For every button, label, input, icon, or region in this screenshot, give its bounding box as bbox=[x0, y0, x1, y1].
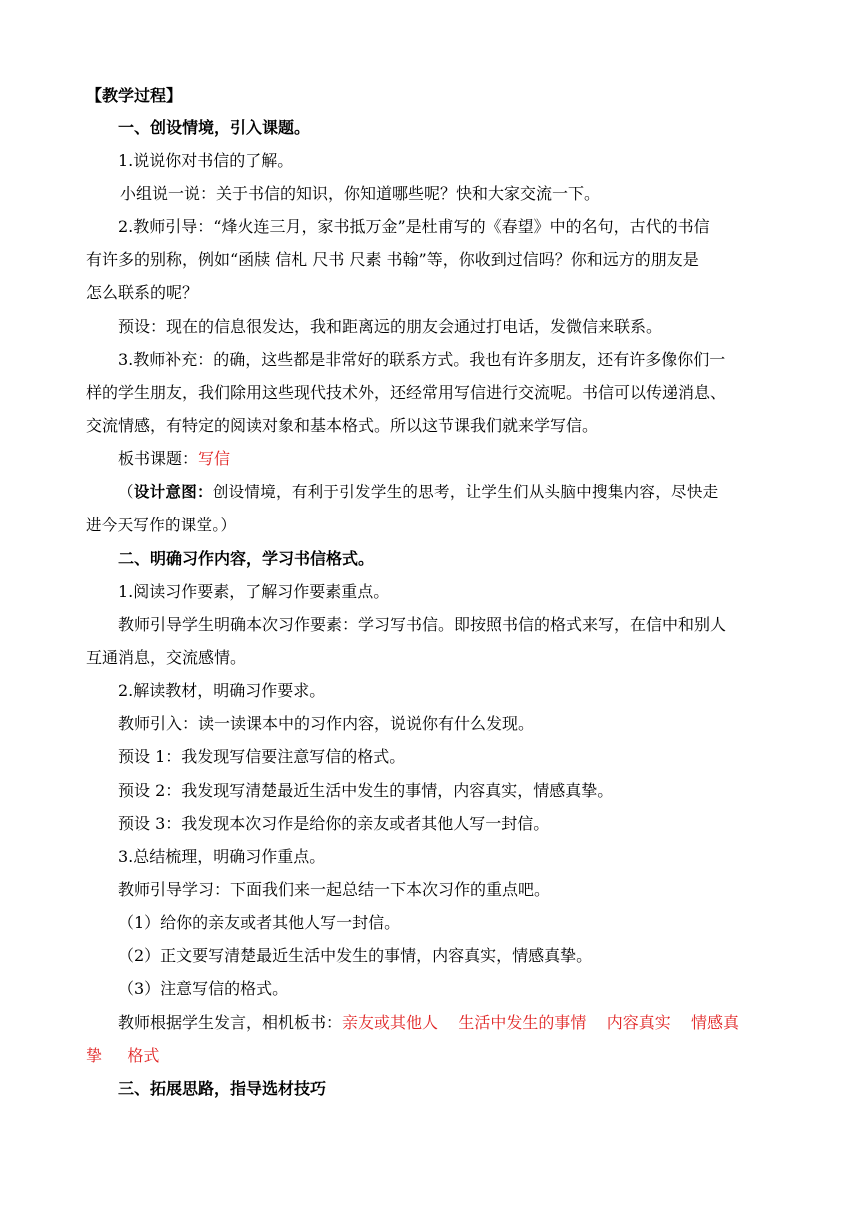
paragraph-continuation: 交流情感，有特定的阅读对象和基本格式。所以这节课我们就来学写信。 bbox=[86, 416, 599, 435]
paragraph: 教师引导学习：下面我们来一起总结一下本次习作的重点吧。 bbox=[118, 880, 551, 899]
section-2-title: 二、明确习作内容，学习书信格式。 bbox=[118, 549, 375, 568]
paragraph: 小组说一说：关于书信的知识，你知道哪些呢？快和大家交流一下。 bbox=[120, 184, 601, 203]
board-items-continuation: 挚 格式 bbox=[86, 1046, 160, 1065]
board-label: 板书课题： bbox=[118, 449, 199, 468]
design-intent-label: 设计意图： bbox=[133, 482, 213, 501]
section-1-title: 一、创设情境，引入课题。 bbox=[118, 118, 311, 137]
paragraph: 3.教师补充：的确，这些都是非常好的联系方式。我也有许多朋友，还有许多像你们一 bbox=[118, 350, 726, 369]
design-intent-line bbox=[118, 482, 818, 502]
board-line bbox=[118, 1013, 818, 1033]
board-value: 写信 bbox=[198, 449, 231, 468]
paragraph: 3.总结梳理，明确习作重点。 bbox=[118, 847, 326, 866]
paragraph: 预设：现在的信息很发达，我和距离远的朋友会通过打电话，发微信来联系。 bbox=[118, 317, 663, 336]
paragraph: 2.教师引导：“烽火连三月，家书抵万金”是杜甫写的《春望》中的名句，古代的书信 bbox=[118, 217, 710, 236]
paragraph: 教师引导学生明确本次习作要素：学习写书信。即按照书信的格式来写，在信中和别人 bbox=[118, 615, 727, 634]
list-item: （3）注意写信的格式。 bbox=[118, 979, 289, 998]
section-3-title: 三、拓展思路，指导选材技巧 bbox=[118, 1079, 327, 1098]
board-title-line bbox=[118, 449, 818, 469]
design-open-paren: （ bbox=[118, 483, 134, 501]
paragraph-continuation: 样的学生朋友，我们除用这些现代技术外，还经常用写信进行交流呢。书信可以传递消息、 bbox=[86, 383, 727, 402]
list-item: （2）正文要写清楚最近生活中发生的事情，内容真实，情感真挚。 bbox=[118, 946, 593, 965]
paragraph-continuation: 怎么联系的呢？ bbox=[86, 283, 199, 302]
paragraph: 预设 3：我发现本次习作是给你的亲友或者其他人写一封信。 bbox=[118, 814, 550, 833]
list-item: （1）给你的亲友或者其他人写一封信。 bbox=[118, 913, 401, 932]
process-heading: 【教学过程】 bbox=[86, 86, 183, 105]
paragraph: 教师引入：读一读课本中的习作内容，说说你有什么发现。 bbox=[118, 714, 535, 733]
paragraph: 2.解读教材，明确习作要求。 bbox=[118, 681, 326, 700]
paragraph-continuation: 互通消息，交流感情。 bbox=[86, 648, 247, 667]
board-items: 亲友或其他人 生活中发生的事情 内容真实 情感真 bbox=[342, 1013, 740, 1032]
design-intent-text: 创设情境，有利于引发学生的思考，让学生们从头脑中搜集内容，尽快走 bbox=[212, 483, 719, 501]
board-label: 教师根据学生发言，相机板书： bbox=[118, 1013, 343, 1032]
paragraph: 预设 2：我发现写清楚最近生活中发生的事情，内容真实，情感真挚。 bbox=[118, 781, 614, 800]
paragraph-continuation: 有许多的别称，例如“函牍 信札 尺书 尺素 书翰”等，你收到过信吗？你和远方的朋友是 bbox=[86, 250, 699, 269]
paragraph: 1.阅读习作要素，了解习作要素重点。 bbox=[118, 582, 390, 601]
paragraph: 1.说说你对书信的了解。 bbox=[118, 151, 294, 170]
design-intent-continuation: 进今天写作的课堂。） bbox=[86, 516, 237, 534]
paragraph: 预设 1：我发现写信要注意写信的格式。 bbox=[118, 747, 406, 766]
